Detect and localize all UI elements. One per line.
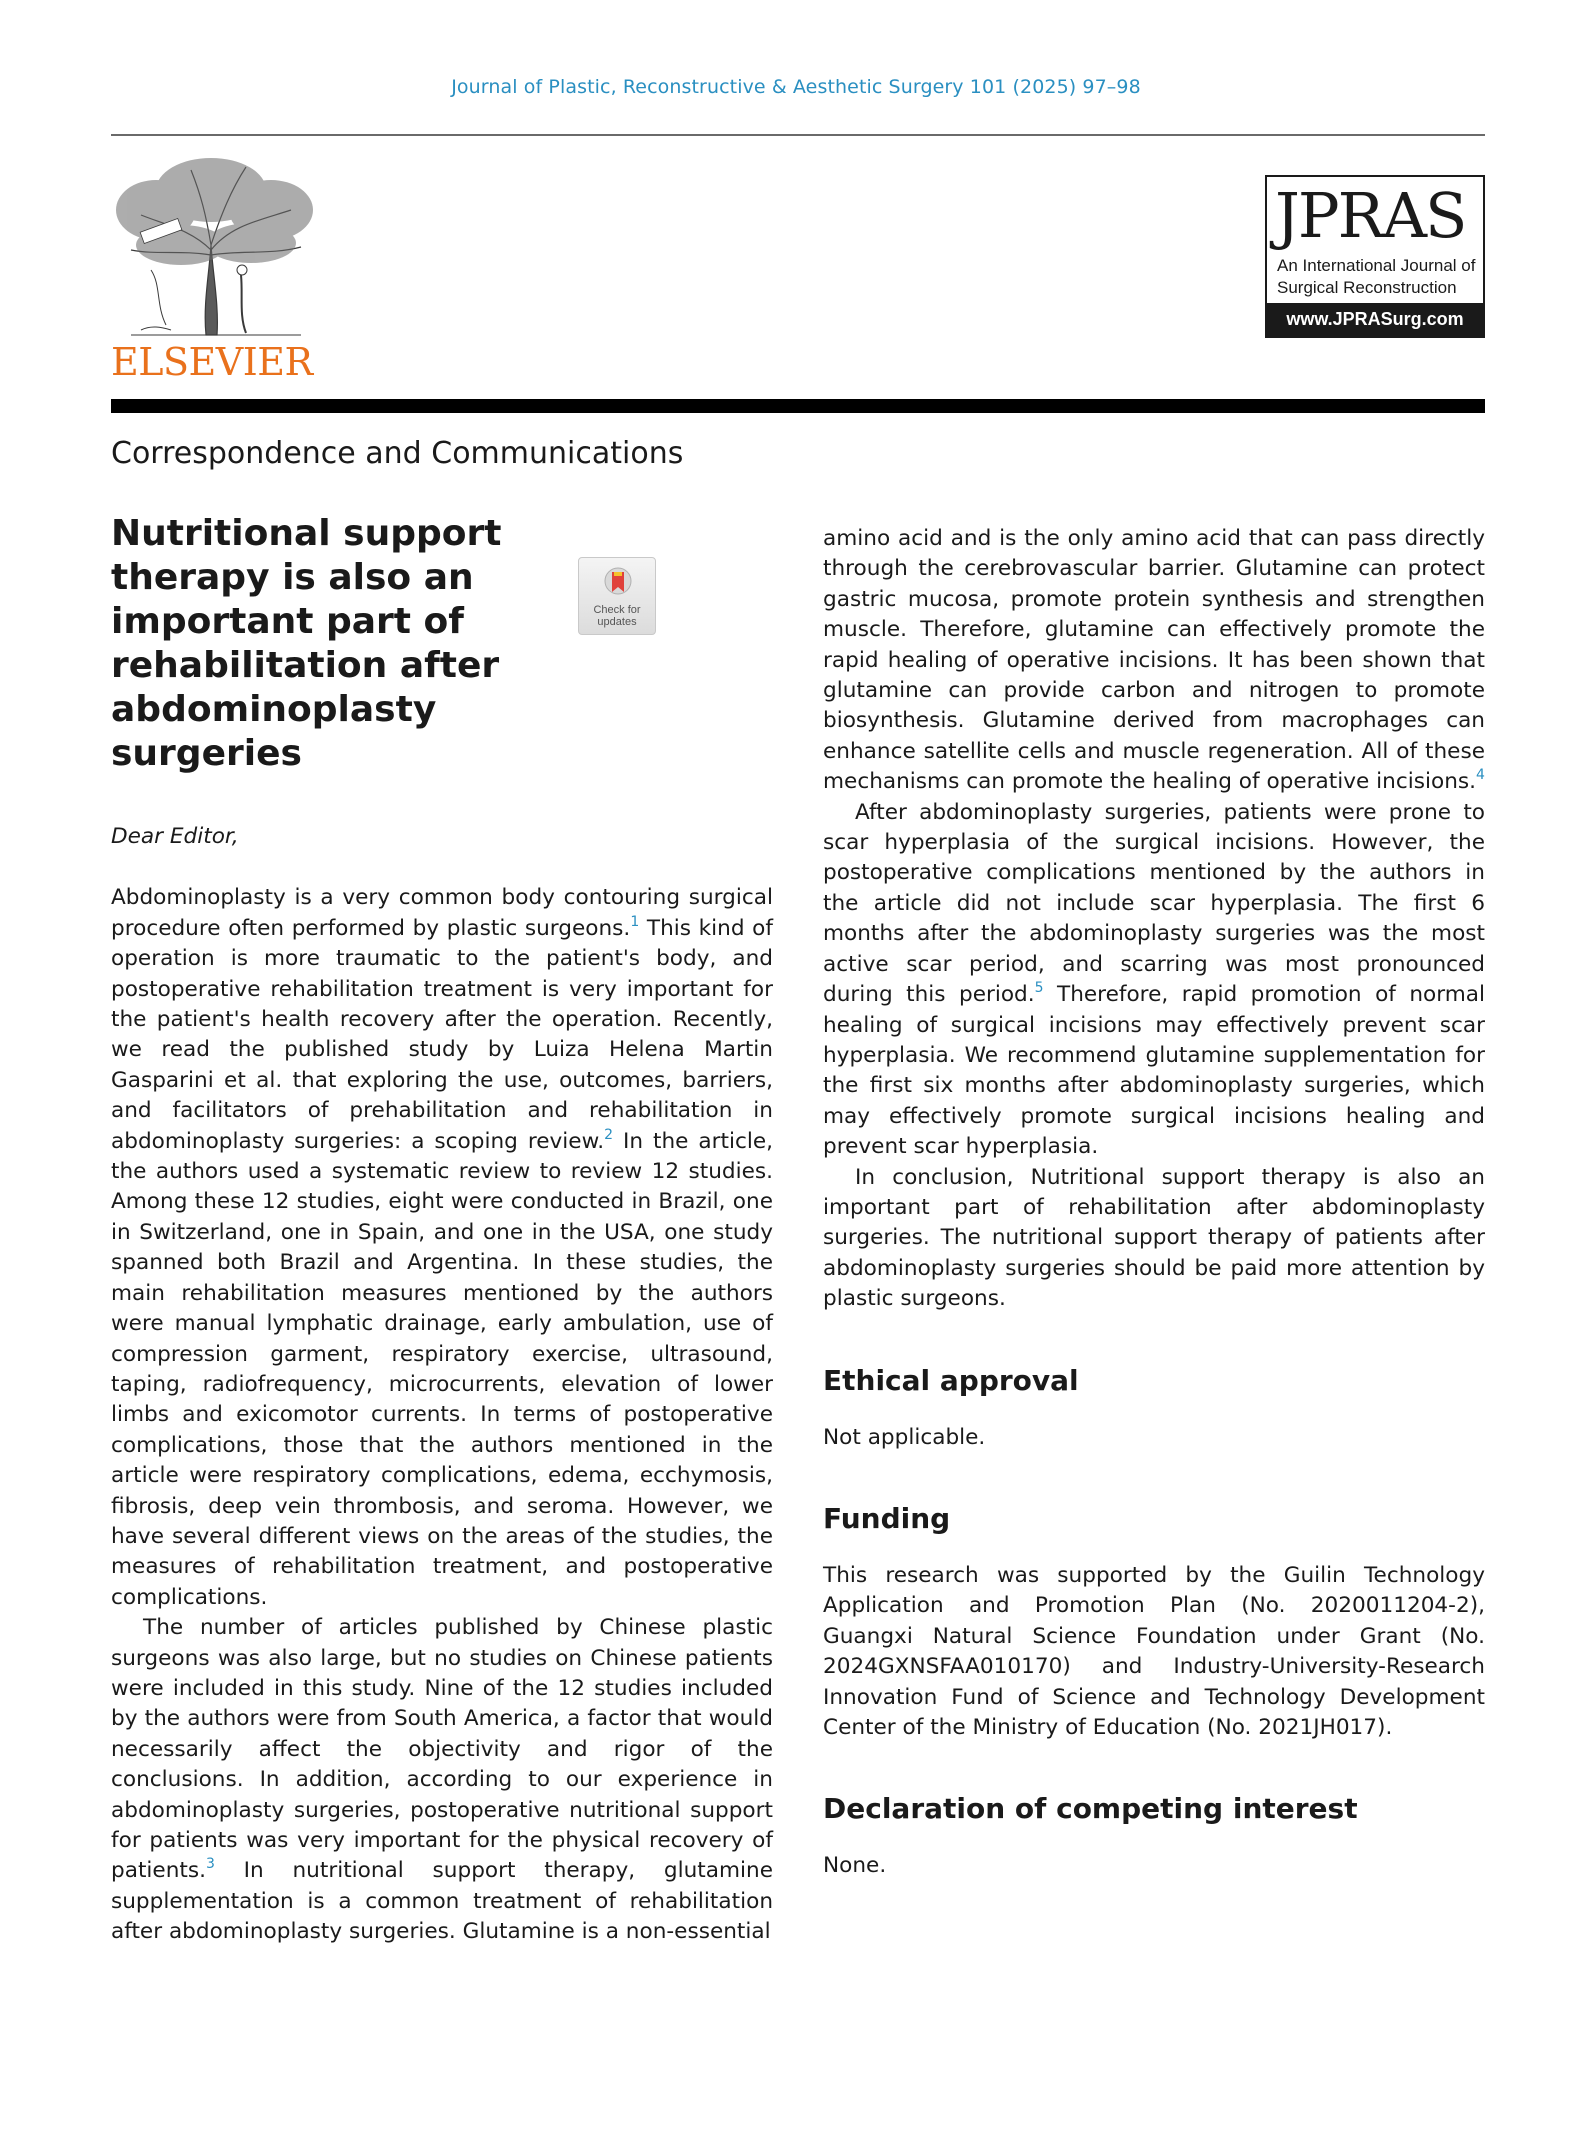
body-paragraph: After abdominoplasty surgeries, patients were prone to scar hyperplasia of the surgical incisions. However, the postoperative complications mentioned by the authors in the article did not include scar hyperplasia. The first 6 months after the abdominoplasty surgeries was the most active scar period, and scarring was most pronounced during this period.$^5$ Therefore, rapid promotion of normal healing of surgical incisions may effectively prevent scar hyperplasia. We recommend glutamine supplementation for the first six months after abdominoplasty surgeries, which may effectively promote surgical incisions healing and prevent scar hyperplasia. [823, 799, 1485, 1160]
salutation: Dear Editor, [111, 824, 239, 849]
journal-citation-link[interactable]: Journal of Plastic, Reconstructive & Aesthetic Surgery 101 (2025) 97–98 [451, 76, 1141, 98]
section-label: Correspondence and Communications [111, 436, 684, 471]
section-body-competing-interest: None. [823, 1853, 887, 1879]
section-body-funding: This research was supported by the Guilin Technology Application and Promotion Plan (No. 2020011204-2), Guangxi Natural Science Foundation under Grant (No. 2024GXNSFAA010170) and Industry-University-Research Innovation Fund of Science and Technology Development Center of the Ministry of Education (No. 2021JH017). [823, 1562, 1485, 1740]
header-thick-rule [111, 399, 1485, 413]
jpras-journal-logo[interactable] [1265, 175, 1485, 338]
section-body-ethical-approval: Not applicable. [823, 1424, 986, 1450]
section-heading-competing-interest: Declaration of competing interest [823, 1792, 1358, 1826]
body-paragraph: In conclusion, Nutritional support therapy is also an important part of rehabilitation after abdominoplasty surgeries. The nutritional support therapy of patients after abdominoplasty surgeries should be paid more attention by plastic surgeons. [823, 1164, 1485, 1312]
journal-logo-subtitle: An International Journal of [1277, 256, 1476, 275]
body-paragraph: amino acid and is the only amino acid that can pass directly through the cerebrovascular barrier. Glutamine can protect gastric mucosa, promote protein synthesis and strengthen muscle. Therefore, glutamine can effectively promote the rapid healing of operative incisions. It has been shown that glutamine can provide carbon and nitrogen to promote biosynthesis. Glutamine derived from macrophages can enhance satellite cells and muscle regeneration. All of these mechanisms can promote the healing of operative incisions.$^4$ [823, 526, 1485, 795]
body-paragraph: The number of articles published by Chinese plastic surgeons was also large, but no studies on Chinese patients were included in this study. Nine of the 12 studies included by the authors were from South America, a factor that would necessarily affect the objectivity and rigor of the conclusions. In addition, according to our experience in abdominoplasty surgeries, postoperative nutritional support for patients was very important for the physical recovery of patients.$^3$ In nutritional support therapy, glutamine supplementation is a common treatment of rehabilitation after abdominoplasty surgeries. Glutamine is a non-essential [111, 1615, 773, 1945]
body-paragraph: Abdominoplasty is a very common body contouring surgical procedure often performed by plastic surgeons.$^1$ This kind of operation is more traumatic to the patient's body, and postoperative rehabilitation treatment is very important for the patient's health recovery after the operation. Recently, we read the published study by Luiza Helena Martin Gasparini et al. that exploring the use, outcomes, barriers, and facilitators of prehabilitation and rehabilitation in abdominoplasty surgeries: a scoping review.$^2$ In the article, the authors used a systematic review to review 12 studies. Among these 12 studies, eight were conducted in Brazil, one in Switzerland, one in Spain, and one in the USA, one study spanned both Brazil and Argentina. In these studies, the main rehabilitation measures mentioned by the authors were manual lymphatic drainage, early ambulation, use of compression garment, respiratory exercise, ultrasound, taping, radiofrequency, microcurrents, elevation of lower limbs and exicomotor currents. In terms of postoperative complications, those that the authors mentioned in the article were respiratory complications, edema, ecchymosis, fibrosis, deep vein thrombosis, and seroma. However, we have several different views on the areas of the studies, the measures of rehabilitation treatment, and postoperative complications. [111, 885, 773, 1610]
reference-link[interactable]: 3 [205, 1856, 215, 1873]
publisher-name: ELSEVIER [111, 340, 313, 384]
check-for-updates-button[interactable] [578, 557, 656, 635]
check-for-updates-icon [603, 566, 633, 600]
section-heading-funding: Funding [823, 1501, 951, 1535]
journal-logo-subtitle: Surgical Reconstruction [1277, 278, 1457, 297]
right-column [823, 524, 1485, 1882]
header-divider [111, 134, 1485, 136]
section-heading-ethical-approval: Ethical approval [823, 1363, 1079, 1397]
journal-url-link[interactable]: www.JPRASurg.com [1267, 303, 1483, 336]
left-column [111, 822, 773, 1948]
reference-link[interactable]: 4 [1476, 767, 1485, 784]
check-for-updates-label: Check for updates [593, 604, 641, 628]
article-title: Nutritional support therapy is also an important part of rehabilitation after abdominoplasty surgeries [111, 513, 502, 774]
reference-link[interactable]: 2 [604, 1126, 614, 1143]
journal-logo-title: JPRAS [1275, 179, 1466, 252]
reference-link[interactable]: 1 [630, 913, 640, 930]
reference-link[interactable]: 5 [1034, 980, 1044, 997]
